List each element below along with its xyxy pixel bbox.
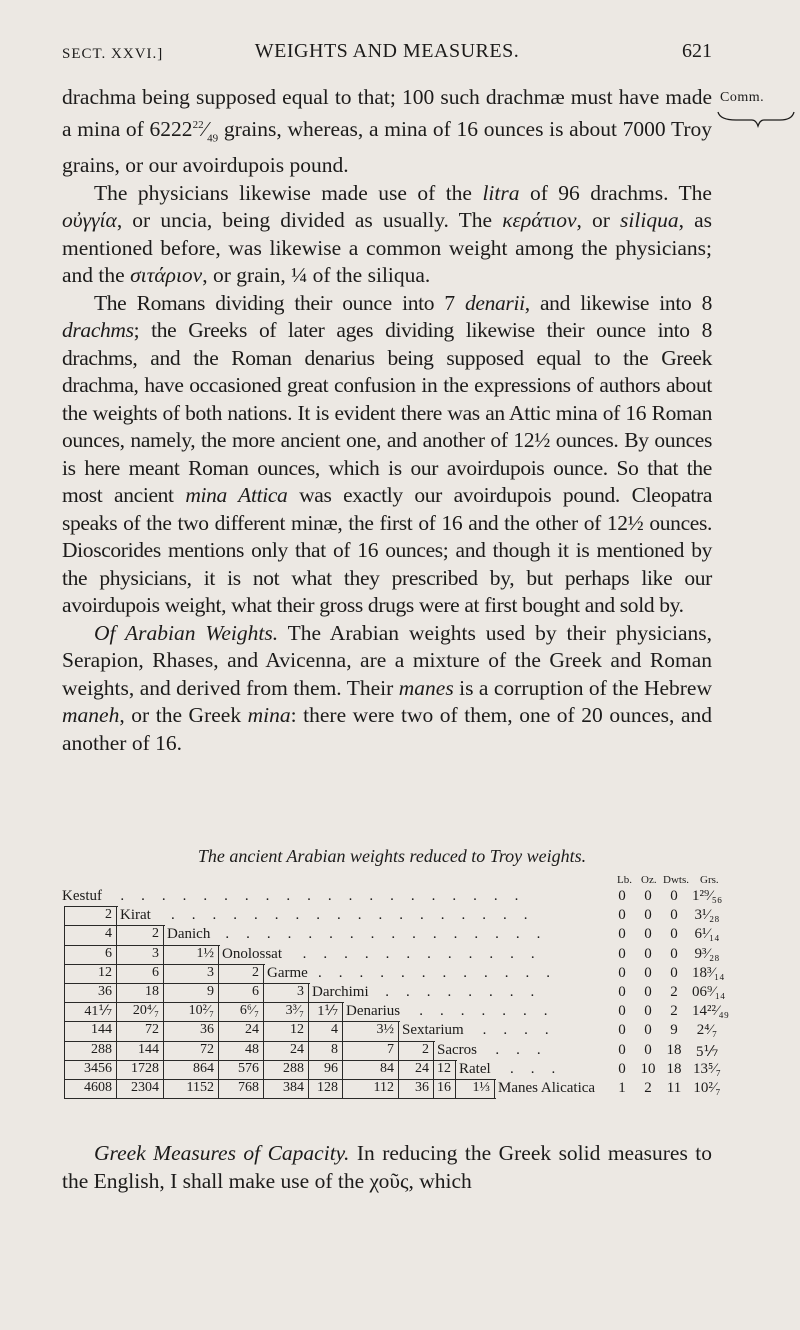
- table-rule: [342, 1002, 343, 1021]
- table-cell: 12: [437, 1060, 451, 1076]
- table-cell: 144: [91, 1022, 112, 1038]
- table-cell: 112: [373, 1080, 394, 1095]
- table-cell: 4: [105, 926, 112, 942]
- value-dwt: 0: [670, 907, 678, 924]
- table-cell: 41⅐: [84, 1004, 112, 1020]
- table-rule: [163, 983, 164, 1002]
- table-cell: 6⁶⁄₇: [239, 1003, 259, 1019]
- value-gr: 18³⁄₁₄: [692, 964, 725, 981]
- value-lb: 0: [618, 945, 626, 962]
- leader-dots: ........: [385, 984, 552, 1000]
- table-rule: [263, 964, 264, 983]
- table-cell: 20⁴⁄₇: [132, 1003, 159, 1019]
- table-rule: [342, 1041, 343, 1060]
- paragraph-3: The Romans dividing their ounce into 7 denarii, and likewise into 8 drachms; the Greeks of later ages dividing likewise their ounce into 8 drachms, and the Roman denarius being supposed equal to the Greek drachma, have occasioned great confusion in the expressions of authors about the weights of both nations. It is evident there was an Attic mina of 16 Roman ounces, namely, the more ancient one, and another of 12½ ounces. By ounces is here meant Roman ounces, which is our avoirdupois ounce. So that the most ancient mina Attica was exactly our avoirdupois pound. Cleopatra speaks of the two different minæ, the first of 16 and the other of 12½ ounces. Dioscorides mentions only that of 16 ounces; and though it is mentioned by the physicians, it is not what they prescribed by, but perhaps like our avoirdupois weight, what their gross drugs were at first bought and sold by.: [62, 290, 713, 618]
- table-rule: [64, 1041, 435, 1042]
- value-lb: 0: [618, 907, 626, 924]
- table-rule: [64, 1021, 400, 1022]
- table-rule: [455, 1060, 456, 1079]
- table-rule: [163, 1041, 164, 1060]
- table-rule: [163, 945, 164, 964]
- table-rule: [163, 1060, 164, 1079]
- table-cell: 144: [138, 1041, 159, 1057]
- value-gr: 06⁹⁄₁₄: [692, 984, 726, 1000]
- table-rule: [116, 906, 117, 925]
- paragraph-1: drachma being supposed equal to that; 100 such drachmæ must have made a mina of $6222^{22}⁄_{49}$ grains, whereas, a mina of 16 ounces is about 7000 Troy grains, or our avoirdupois pound.: [62, 85, 713, 178]
- table-rule: [218, 945, 219, 964]
- table-cell: 24: [415, 1060, 429, 1076]
- paragraph-2: The physicians likewise made use of the litra of 96 drachms. The οὐγγία, or uncia, being divided as usually. The κεράτιον, or siliqua, as mentioned before, was likewise a common weight among the physicians; and the σιτάριον, or grain, ¼ of the siliqua.: [62, 180, 712, 288]
- value-gr: 5⅐: [695, 1043, 719, 1060]
- table-cell: 36: [200, 1022, 214, 1038]
- value-lb: 0: [618, 1041, 626, 1058]
- table-rule: [163, 964, 164, 983]
- table-cell: 8: [331, 1041, 338, 1057]
- leader-dots: .......: [419, 1003, 565, 1020]
- table-rule: [116, 964, 117, 983]
- value-dwt: 18: [666, 1060, 682, 1077]
- table-cell: 288: [283, 1060, 304, 1076]
- table-cell: 1⅓: [472, 1080, 490, 1095]
- col-head-dwts: Dwts.: [663, 874, 689, 886]
- table-cell: 72: [145, 1022, 159, 1038]
- value-lb: 0: [618, 888, 626, 904]
- table-cell: 288: [91, 1041, 112, 1057]
- table-cell: 18: [145, 984, 159, 999]
- value-dwt: 18: [666, 1041, 682, 1058]
- table-cell: 10²⁄₇: [188, 1003, 214, 1019]
- table-cell: 3: [207, 964, 214, 980]
- value-lb: 0: [618, 1060, 626, 1077]
- value-gr: 14²²⁄₄₉: [692, 1003, 729, 1020]
- table-rule: [64, 906, 118, 907]
- table-cell: 36: [98, 984, 112, 999]
- leader-dots: ................: [225, 926, 558, 943]
- weight-name: Sacros: [437, 1041, 477, 1058]
- weight-name: Darchimi: [312, 984, 369, 1000]
- table-cell: 7: [387, 1041, 394, 1057]
- table-caption: The ancient Arabian weights reduced to Troy weights.: [197, 846, 587, 866]
- value-dwt: 11: [666, 1080, 682, 1096]
- value-oz: 0: [644, 984, 652, 1000]
- weight-name: Kestuf: [62, 888, 102, 904]
- table-cell: 9: [207, 984, 214, 999]
- value-dwt: 0: [670, 945, 678, 962]
- col-head-oz: Oz.: [641, 874, 657, 886]
- page-title: WEIGHTS AND MEASURES.: [254, 40, 520, 62]
- value-gr: 9³⁄₂₈: [694, 945, 720, 962]
- paragraph-4: Of Arabian Weights. The Arabian weights used by their physicians, Serapion, Rhases, and Avicenna, are a mixture of the Greek and Roman weights, and derived from them. Their manes is a corruption of the Hebrew maneh, or the Greek mina: there were two of them, one of 20 ounces, and another of 16.: [62, 620, 712, 755]
- value-lb: 0: [618, 964, 626, 981]
- weight-name: Denarius: [346, 1003, 401, 1020]
- value-dwt: 2: [670, 1003, 678, 1020]
- table-rule: [494, 1079, 495, 1098]
- value-oz: 10: [640, 1060, 656, 1077]
- table-cell: 2: [105, 907, 112, 923]
- table-cell: 1152: [186, 1080, 214, 1095]
- table-cell: 12: [98, 964, 112, 980]
- weight-name: Sextarium: [402, 1022, 464, 1039]
- leader-dots: ............: [318, 964, 567, 981]
- leader-dots: ...: [495, 1041, 558, 1058]
- table-rule: [163, 925, 164, 944]
- table-cell: 2: [252, 964, 259, 980]
- margin-brace: [716, 108, 796, 128]
- table-cell: 3: [152, 945, 159, 961]
- value-oz: 0: [644, 888, 652, 904]
- table-cell: 6: [152, 964, 159, 980]
- value-oz: 0: [644, 964, 652, 981]
- table-cell: 96: [324, 1060, 338, 1076]
- table-cell: 36: [415, 1080, 429, 1095]
- value-dwt: 0: [670, 888, 678, 904]
- table-rule: [116, 1079, 117, 1098]
- value-gr: 10²⁄₇: [693, 1080, 721, 1096]
- value-oz: 2: [644, 1080, 652, 1096]
- table-rule: [64, 906, 65, 1098]
- table-rule: [116, 1060, 117, 1079]
- value-oz: 0: [644, 1022, 652, 1039]
- running-header: [62, 40, 712, 70]
- value-gr: 13⁵⁄₇: [693, 1060, 721, 1077]
- table-rule: [163, 1021, 164, 1040]
- value-oz: 0: [644, 1003, 652, 1020]
- table-cell: 128: [317, 1080, 338, 1095]
- leader-dots: ............: [302, 945, 552, 962]
- page-number: 621: [682, 40, 712, 62]
- table-cell: 2: [152, 926, 159, 942]
- section-label: SECT. XXVI.]: [62, 46, 164, 62]
- table-rule: [64, 1002, 344, 1003]
- table-cell: 12: [290, 1022, 304, 1038]
- value-dwt: 0: [670, 926, 678, 943]
- col-head-grs: Grs.: [700, 874, 719, 886]
- value-lb: 0: [618, 984, 626, 1000]
- value-gr: 2⁴⁄₇: [696, 1022, 718, 1039]
- closing-text: [62, 1140, 712, 1195]
- table-cell: 24: [290, 1041, 304, 1057]
- value-oz: 0: [644, 907, 652, 924]
- table-rule: [116, 1021, 117, 1040]
- table-cell: 16: [437, 1080, 451, 1095]
- table-cell: 576: [238, 1060, 259, 1076]
- leader-dots: ....................: [120, 888, 536, 904]
- table-cell: 6: [105, 945, 112, 961]
- margin-note: Comm.: [720, 90, 765, 105]
- table-cell: 2: [422, 1041, 429, 1057]
- table-cell: 384: [283, 1080, 304, 1095]
- value-dwt: 9: [670, 1022, 678, 1039]
- table-cell: 2304: [131, 1080, 159, 1095]
- table-cell: 1728: [131, 1060, 159, 1076]
- table-cell: 48: [245, 1041, 259, 1057]
- value-oz: 0: [644, 1041, 652, 1058]
- table-cell: 864: [193, 1060, 214, 1076]
- value-oz: 0: [644, 926, 652, 943]
- value-dwt: 0: [670, 964, 678, 981]
- weight-name: Garme: [267, 964, 308, 981]
- table-rule: [64, 964, 265, 965]
- table-cell: 768: [238, 1080, 259, 1095]
- weight-name: Danich: [167, 926, 211, 943]
- table-rule: [116, 945, 117, 964]
- table-rule: [163, 1079, 164, 1098]
- table-rule: [116, 983, 117, 1002]
- value-dwt: 2: [670, 984, 678, 1000]
- leader-dots: ...: [510, 1060, 573, 1077]
- table-cell: 1½: [196, 945, 214, 961]
- table-cell: 3456: [84, 1060, 112, 1076]
- table-rule: [64, 983, 310, 984]
- col-head-lb: Lb.: [617, 874, 632, 886]
- table-rule: [163, 1002, 164, 1021]
- value-lb: 0: [618, 1003, 626, 1020]
- weight-name: Manes Alicatica: [498, 1080, 596, 1096]
- paragraph-5: Greek Measures of Capacity. In reducing the Greek solid measures to the English, I shall make use of the χοῦς, which: [62, 1141, 712, 1193]
- weight-name: Ratel: [459, 1060, 491, 1077]
- table-rule: [308, 983, 309, 1002]
- value-gr: 3¹⁄₂₈: [694, 907, 720, 924]
- table-rule: [64, 1079, 496, 1080]
- arabian-weights-table: [62, 846, 729, 1146]
- table-cell: 72: [200, 1041, 214, 1057]
- table-rule: [64, 925, 165, 926]
- weight-name: Onolossat: [222, 945, 282, 962]
- value-gr: 1²⁹⁄₅₆: [692, 888, 723, 904]
- table-cell: 1⅐: [317, 1004, 338, 1020]
- value-lb: 0: [618, 1022, 626, 1039]
- table-rule: [64, 1060, 457, 1061]
- table-rule: [342, 1021, 343, 1040]
- table-rule: [342, 1079, 343, 1098]
- table-cell: 3³⁄₇: [285, 1003, 304, 1019]
- value-lb: 0: [618, 926, 626, 943]
- table-cell: 3: [297, 984, 304, 999]
- table-cell: 3½: [376, 1022, 394, 1038]
- table-cell: 84: [380, 1060, 394, 1076]
- table-cell: 4: [331, 1022, 338, 1038]
- table-cell: 24: [245, 1022, 259, 1038]
- weight-name: Kirat: [120, 907, 151, 924]
- body-text: [62, 84, 712, 757]
- leader-dots: ..................: [171, 907, 545, 924]
- table-rule: [342, 1060, 343, 1079]
- table-cell: 4608: [84, 1080, 112, 1095]
- table-rule: [116, 925, 117, 944]
- value-gr: 6¹⁄₁₄: [694, 926, 720, 943]
- table-rule: [398, 1021, 399, 1040]
- table-rule: [64, 945, 220, 946]
- table-rule: [433, 1041, 434, 1060]
- value-lb: 1: [618, 1080, 626, 1096]
- table-rule: [116, 1002, 117, 1021]
- table-rule: [116, 1041, 117, 1060]
- value-oz: 0: [644, 945, 652, 962]
- leader-dots: ....: [482, 1022, 566, 1039]
- table-rule: [64, 1098, 496, 1099]
- table-cell: 6: [252, 984, 259, 999]
